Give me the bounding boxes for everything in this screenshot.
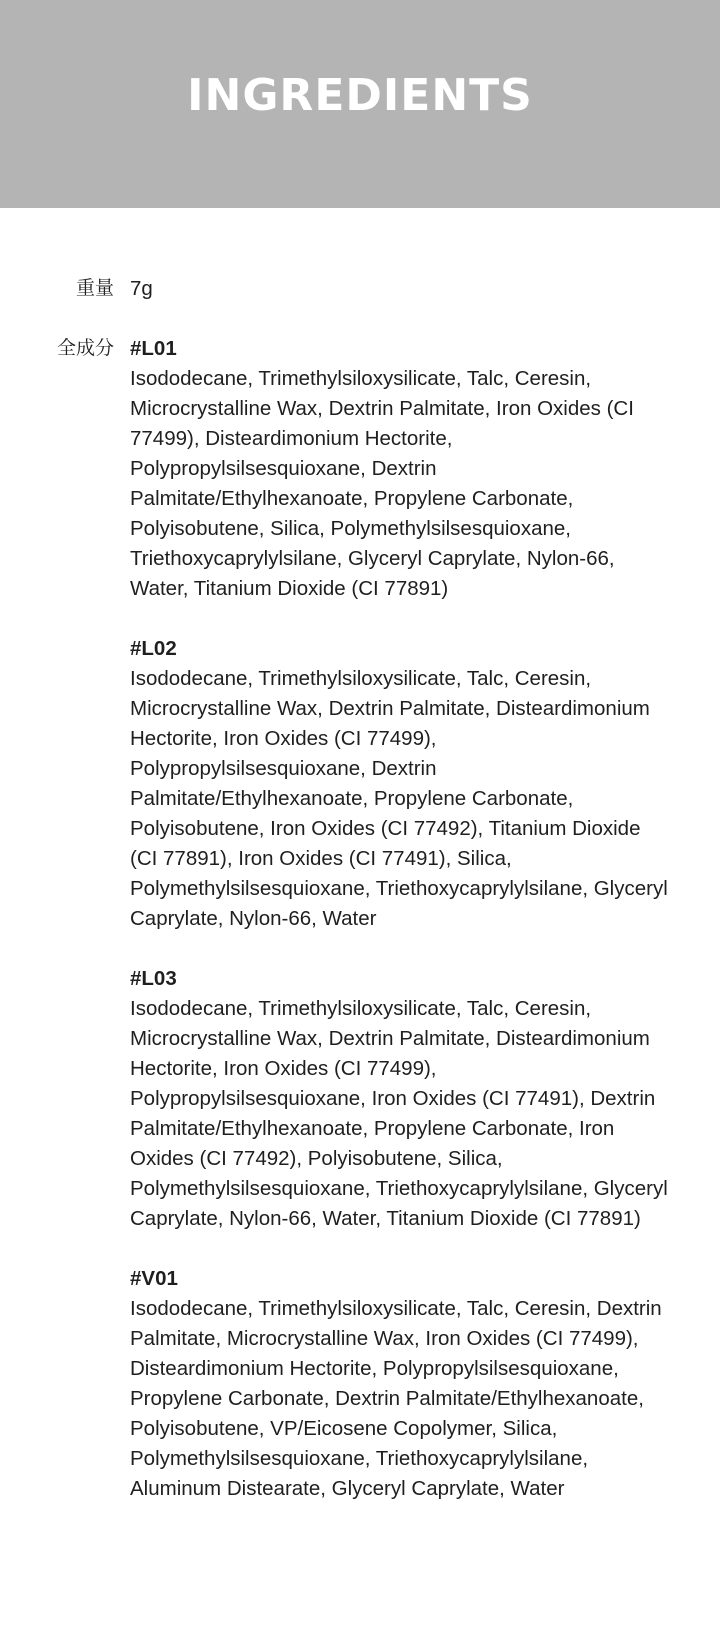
weight-row	[0, 274, 720, 304]
product-ingredients: Isododecane, Trimethylsiloxysilicate, Talc, Ceresin, Microcrystalline Wax, Dextrin Palmitate, Disteardimonium Hectorite, Iron Oxides (CI 77499), Polypropylsilsesquioxane, Dextrin Palmitate/Ethylhexanoate, Propylene Carbonate, Polyisobutene, Iron Oxides (CI 77492), Titanium Dioxide (CI 77891), Iron Oxides (CI 77491), Silica, Polymethylsilsesquioxane, Triethoxycaprylylsilane, Glyceryl Caprylate, Nylon-66, Water	[130, 667, 668, 930]
product-l03	[130, 964, 670, 1234]
product-code: #V01	[130, 1267, 178, 1290]
product-l02	[130, 634, 670, 934]
product-ingredients: Isododecane, Trimethylsiloxysilicate, Talc, Ceresin, Microcrystalline Wax, Dextrin Palmitate, Iron Oxides (CI 77499), Disteardimonium Hectorite, Polypropylsilsesquioxane, Dextrin Palmitate/Ethylhexanoate, Propylene Carbonate, Polyisobutene, Silica, Polymethylsilsesquioxane, Triethoxycaprylylsilane, Glyceryl Caprylate, Nylon-66, Water, Titanium Dioxide (CI 77891)	[130, 367, 634, 600]
weight-value: 7g	[130, 277, 153, 300]
product-code: #L02	[130, 637, 177, 660]
ingredient-list	[130, 334, 670, 1504]
product-v01	[130, 1264, 670, 1504]
ingredients-content	[0, 208, 720, 1504]
ingredients-row	[0, 334, 720, 1504]
product-ingredients: Isododecane, Trimethylsiloxysilicate, Talc, Ceresin, Microcrystalline Wax, Dextrin Palmitate, Disteardimonium Hectorite, Iron Oxides (CI 77499), Polypropylsilsesquioxane, Iron Oxides (CI 77491), Dextrin Palmitate/Ethylhexanoate, Propylene Carbonate, Iron Oxides (CI 77492), Polyisobutene, Silica, Polymethylsilsesquioxane, Triethoxycaprylylsilane, Glyceryl Caprylate, Nylon-66, Water, Titanium Dioxide (CI 77891)	[130, 997, 668, 1230]
header-banner	[0, 0, 720, 208]
ingredients-label: 全成分	[56, 338, 114, 359]
product-code: #L03	[130, 967, 177, 990]
product-l01	[130, 334, 670, 604]
weight-label: 重量	[75, 278, 114, 299]
product-code: #L01	[130, 337, 177, 360]
product-ingredients: Isododecane, Trimethylsiloxysilicate, Talc, Ceresin, Dextrin Palmitate, Microcrystalline Wax, Iron Oxides (CI 77499), Disteardimonium Hectorite, Polypropylsilsesquioxane, Propylene Carbonate, Dextrin Palmitate/Ethylhexanoate, Polyisobutene, VP/Eicosene Copolymer, Silica, Polymethylsilsesquioxane, Triethoxycaprylylsilane, Aluminum Distearate, Glyceryl Caprylate, Water	[130, 1297, 662, 1500]
page-title: INGREDIENTS	[187, 69, 533, 121]
